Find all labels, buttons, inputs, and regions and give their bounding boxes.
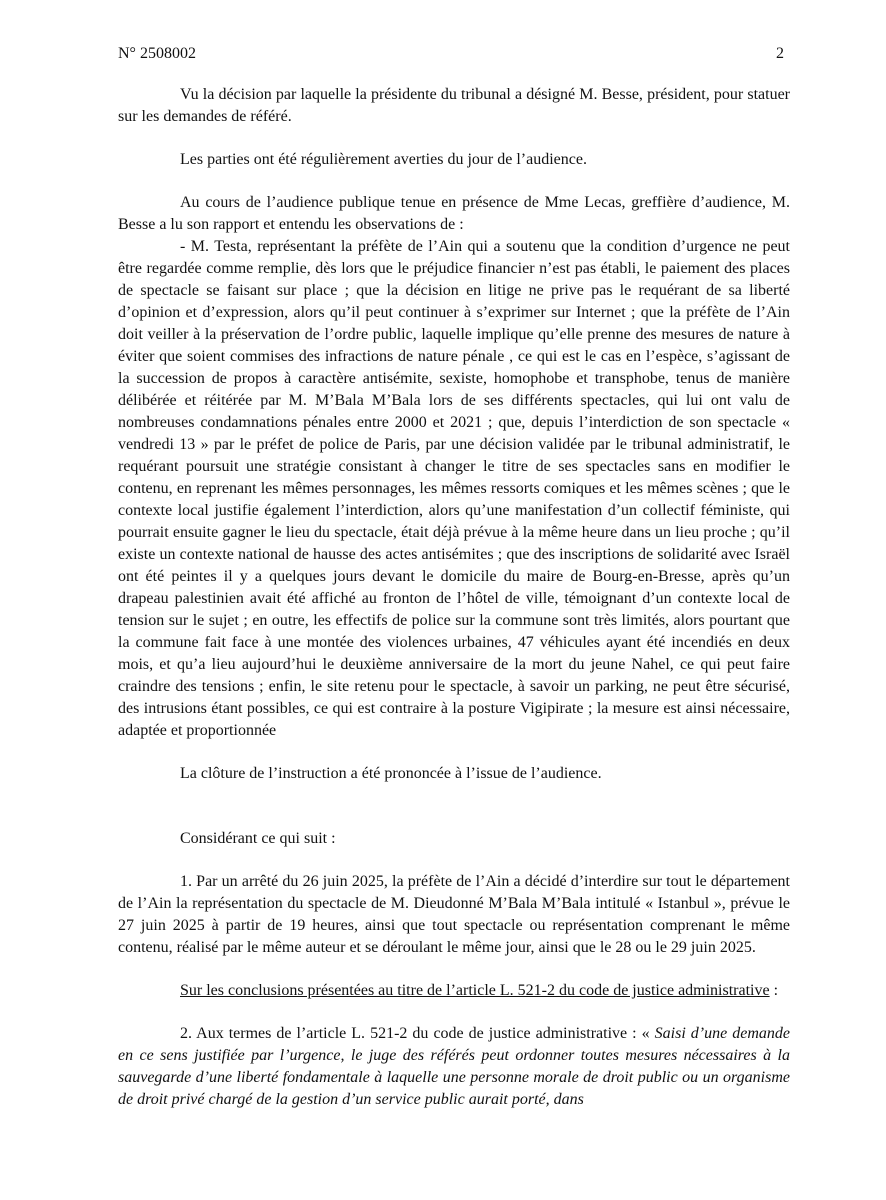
paragraph-closure: La clôture de l’instruction a été prononcée à l’issue de l’audience. xyxy=(180,765,602,782)
document-body xyxy=(118,84,790,1111)
paragraph-1-arrete: 1. Par un arrêté du 26 juin 2025, la préfète de l’Ain a décidé d’interdire sur tout le département de l’Ain la représentation du spectacle de M. Dieudonné M’Bala M’Bala intitulé « Istanbul », prévue le 27 juin 2025 à partir de 19 heures, ainsi que tout spectacle ou représentation comprenant le même contenu, réalisé par le même auteur et se déroulant le même jour, ainsi que le 28 ou le 29 juin 2025. xyxy=(118,873,790,956)
paragraph-prefecture-observations: - M. Testa, représentant la préfète de l’Ain qui a soutenu que la condition d’urgence ne peut être regardée comme remplie, dès lors que le préjudice financier n’est pas établi, le paiement des places de spectacle se faisant sur place ; que la décision en litige ne prive pas le requérant de sa liberté d’opinion et d’expression, alors qu’il peut continuer à s’exprimer sur Internet ; que la préfète de l’Ain doit veiller à la préservation de l’ordre public, laquelle implique qu’elle prenne des mesures de nature à éviter que soient commises des infractions de nature pénale , ce qui est le cas en l’espèce, s’agissant de la succession de propos à caractère antisémite, sexiste, homophobe et transphobe, tenus de manière délibérée et réitérée par M. M’Bala M’Bala lors de ses différents spectacles, qui lui ont valu de nombreuses condamnations pénales entre 2000 et 2021 ; que, depuis l’interdiction de son spectacle « vendredi 13 » par le préfet de police de Paris, par une décision validée par le tribunal administratif, le requérant poursuit une stratégie consistant à changer le titre de ses spectacles sans en modifier le contenu, en reprenant les mêmes personnages, les mêmes ressorts comiques et les mêmes scènes ; que le contexte local justifie également l’interdiction, alors qu’une manifestation d’un collectif féministe, qui pourrait ensuite gagner le lieu du spectacle, était déjà prévue à la même heure dans un lieu proche ; qu’il existe un contexte national de hausse des actes antisémites ; que des inscriptions de solidarité avec Israël ont été peintes il y a quelques jours devant le domicile du maire de Bourg-en-Bresse, après qu’un drapeau palestinien avait été affiché au fronton de l’hôtel de ville, témoignant d’un contexte local de tension sur le sujet ; en outre, les effectifs de police sur la commune sont très limités, alors pourtant que la commune fait face à une montée des violences urbaines, 47 véhicules ayant été incendiés en deux mois, et qu’a lieu aujourd’hui le deuxième anniversaire de la mort du jeune Nahel, ce qui peut faire craindre des tensions ; enfin, le site retenu pour le spectacle, à savoir un parking, ne peut être sécurisé, des intrusions étant possibles, ce qui est contraire à la posture Vigipirate ; la mesure est ainsi nécessaire, adaptée et proportionnée xyxy=(118,238,790,739)
case-number: N° 2508002 xyxy=(118,45,196,62)
paragraph-parties-notified: Les parties ont été régulièrement averties du jour de l’audience. xyxy=(180,151,587,168)
section-heading-text: Sur les conclusions présentées au titre de l’article L. 521-2 du code de justice administrative xyxy=(180,982,770,999)
page-number: 2 xyxy=(776,45,784,62)
section-heading-l521-2 xyxy=(118,980,790,1002)
paragraph-2-article xyxy=(118,1023,790,1111)
paragraph-2-prefix: 2. Aux termes de l’article L. 521-2 du code de justice administrative : « xyxy=(180,1025,655,1042)
paragraph-hearing: Au cours de l’audience publique tenue en présence de Mme Lecas, greffière d’audience, M. Besse a lu son rapport et entendu les observations de : xyxy=(118,194,790,233)
paragraph-considering: Considérant ce qui suit : xyxy=(180,830,336,847)
section-heading-colon: : xyxy=(769,982,779,999)
paragraph-designation: Vu la décision par laquelle la présidente du tribunal a désigné M. Besse, président, pour statuer sur les demandes de référé. xyxy=(118,86,790,125)
paragraph-2-quote: Saisi d’une demande en ce sens justifiée par l’urgence, le juge des référés peut ordonner toutes mesures nécessaires à la sauvegarde d’une liberté fondamentale à laquelle une personne morale de droit public ou un organisme de droit privé chargé de la gestion d’un service public aurait porté, dans xyxy=(118,1025,790,1108)
